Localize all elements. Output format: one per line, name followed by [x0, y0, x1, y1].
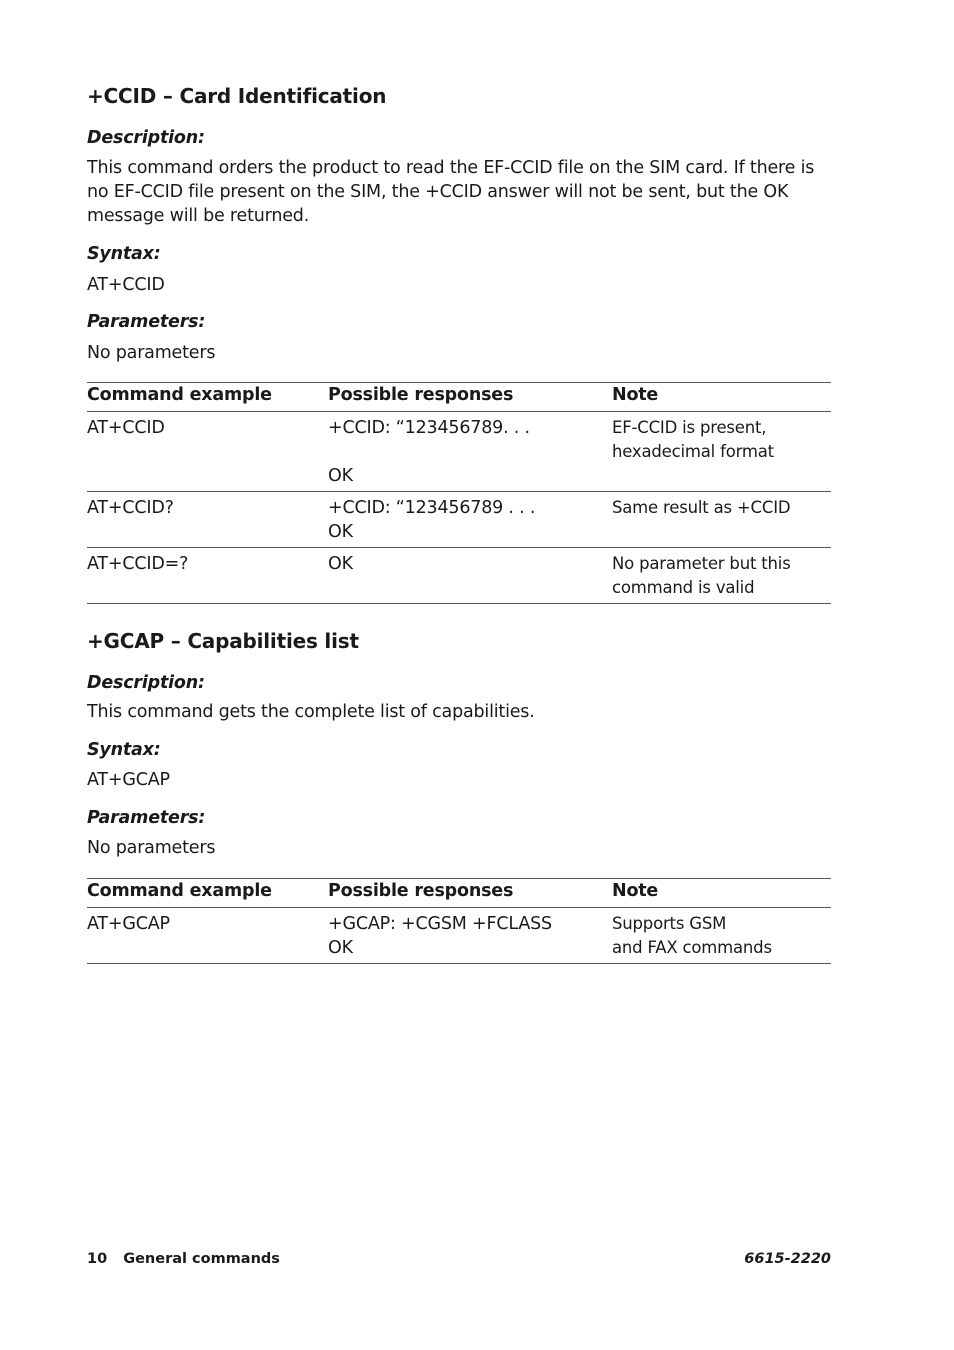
command-table-gcap: [87, 878, 831, 964]
note-cell: Same result as +CCID: [612, 492, 831, 548]
header-command-example: Command example: [87, 383, 328, 412]
table-row: [87, 492, 831, 548]
command-cell: AT+GCAP: [87, 908, 328, 964]
parameters-label: Parameters:: [87, 312, 206, 332]
syntax-text: AT+GCAP: [87, 770, 170, 790]
header-note: Note: [612, 383, 831, 412]
note-cell: EF-CCID is present, hexadecimal format: [612, 412, 831, 492]
command-table-ccid: [87, 382, 831, 604]
description-label: Description:: [87, 128, 205, 148]
header-possible-responses: Possible responses: [328, 879, 612, 908]
syntax-text: AT+CCID: [87, 275, 165, 295]
table-row: [87, 412, 831, 492]
description-text: This command gets the complete list of capabilities.: [87, 702, 535, 722]
section-title-gcap: +GCAP – Capabilities list: [87, 629, 359, 653]
command-cell: AT+CCID?: [87, 492, 328, 548]
syntax-label: Syntax:: [87, 244, 161, 264]
description-label: Description:: [87, 673, 205, 693]
parameters-text: No parameters: [87, 838, 216, 858]
section-title-ccid: +CCID – Card Identification: [87, 84, 387, 108]
response-cell: +CCID: “123456789 . . . OK: [328, 492, 612, 548]
response-cell: OK: [328, 548, 612, 604]
header-note: Note: [612, 879, 831, 908]
command-cell: AT+CCID=?: [87, 548, 328, 604]
syntax-label: Syntax:: [87, 740, 161, 760]
parameters-text: No parameters: [87, 343, 216, 363]
table-row: [87, 908, 831, 964]
parameters-label: Parameters:: [87, 808, 206, 828]
footer-left: [87, 1251, 280, 1267]
header-possible-responses: Possible responses: [328, 383, 612, 412]
table-header-row: [87, 879, 831, 908]
document-number: 6615-2220: [744, 1251, 831, 1267]
table-header-row: [87, 383, 831, 412]
description-text: This command orders the product to read the EF-CCID file on the SIM card. If there is no EF-CCID file present on the SIM, the +CCID answer will not be sent, but the OK message will be returned.: [87, 158, 815, 226]
header-command-example: Command example: [87, 879, 328, 908]
response-cell: +GCAP: +CGSM +FCLASS OK: [328, 908, 612, 964]
note-cell: No parameter but this command is valid: [612, 548, 831, 604]
response-cell: +CCID: “123456789. . . OK: [328, 412, 612, 492]
note-cell: Supports GSM and FAX commands: [612, 908, 831, 964]
command-cell: AT+CCID: [87, 412, 328, 492]
page-number: 10: [87, 1251, 108, 1267]
table-row: [87, 548, 831, 604]
chapter-name: General commands: [123, 1251, 280, 1267]
